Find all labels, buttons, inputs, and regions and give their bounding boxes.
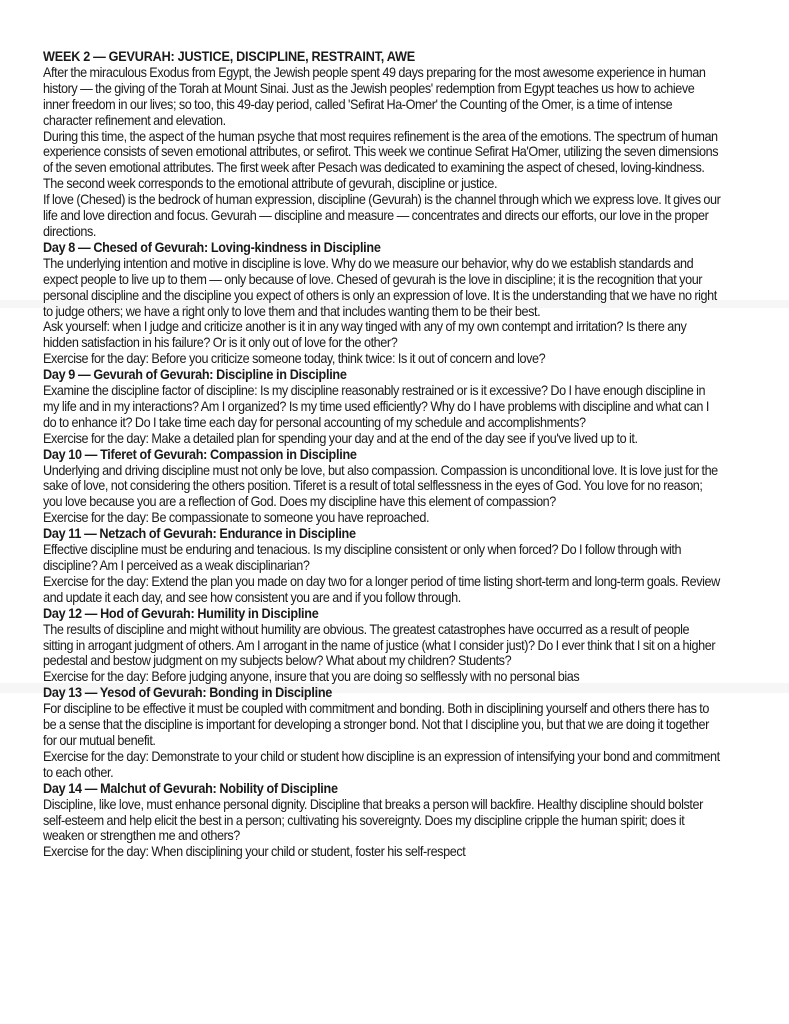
exercise-paragraph: Exercise for the day: Be compassionate to someone you have reproached. (43, 510, 430, 526)
document-page (43, 49, 722, 860)
day-heading: Day 11 — Netzach of Gevurah: Endurance in Discipline (43, 526, 356, 542)
day-10-section (43, 447, 722, 527)
exercise-paragraph: Exercise for the day: Before you criticize someone today, think twice: Is it out of concern and love? (43, 351, 546, 367)
exercise-paragraph: Exercise for the day: Extend the plan you made on day two for a longer period of time listing short-term and long-term goals. Review and update it each day, and see how consistent you are and if you follow through. (43, 573, 720, 605)
day-8-section (43, 240, 722, 367)
intro-paragraph: If love (Chesed) is the bedrock of human expression, discipline (Gevurah) is the channel through which we express love. It gives our life and love direction and focus. Gevurah — discipline and measure — concentrates and directs our efforts, our love in the proper directions. (43, 192, 721, 239)
day-paragraph: Discipline, like love, must enhance personal dignity. Discipline that breaks a person will backfire. Healthy discipline should bolster self-esteem and help elicit the best in a person; cultivating his sovereignty. Does my discipline cripple the human spirit; does it weaken or strengthen me and others? (43, 796, 703, 844)
exercise-paragraph: Exercise for the day: When disciplining your child or student, foster his self-respect (43, 844, 466, 860)
exercise-paragraph: Exercise for the day: Before judging anyone, insure that you are doing so selflessly with no personal bias (43, 669, 580, 685)
day-heading: Day 14 — Malchut of Gevurah: Nobility of Discipline (43, 780, 338, 796)
exercise-paragraph: Exercise for the day: Make a detailed plan for spending your day and at the end of the day see if you've lived up to it. (43, 430, 638, 446)
intro-paragraph: During this time, the aspect of the human psyche that most requires refinement is the area of the emotions. The spectrum of human experience consists of seven emotional attributes, or sefirot. This week we continue Sefirat Ha'Omer, utilizing the seven dimensions of the seven emotional attributes. The first week after Pesach was dedicated to examining the aspect of chesed, loving-kindness. The second week corresponds to the emotional attribute of gevurah, discipline or justice. (43, 128, 719, 192)
day-paragraph: The underlying intention and motive in discipline is love. Why do we measure our behavior, why do we establish standards and expect people to live up to them — only because of love. Chesed of gevurah is the love in discipline; it is the recognition that your personal discipline and the discipline you expect of others is only an expression of love. It is the understanding that we have no right to judge others; we have a right only to love them and that includes wanting them to be their best. (43, 255, 717, 319)
day-heading: Day 8 — Chesed of Gevurah: Loving-kindness in Discipline (43, 239, 381, 255)
day-paragraph: Underlying and driving discipline must not only be love, but also compassion. Compassion is unconditional love. It is love just for the sake of love, not considering the others position. Tiferet is a result of total selflessness in the eyes of God. You love for no reason; you love because you are a reflection of God. Does my discipline have this element of compassion? (43, 462, 718, 510)
exercise-paragraph: Exercise for the day: Demonstrate to your child or student how discipline is an expression of intensifying your bond and commitment to each other. (43, 748, 720, 780)
day-heading: Day 9 — Gevurah of Gevurah: Discipline in Discipline (43, 367, 347, 383)
intro-paragraph: After the miraculous Exodus from Egypt, the Jewish people spent 49 days preparing for the most awesome experience in human history — the giving of the Torah at Mount Sinai. Just as the Jewish peoples' redemption from Egypt teaches us how to achieve inner freedom in our lives; so too, this 49-day period, called 'Sefirat Ha-Omer' the Counting of the Omer, is a time of intense character refinement and elevation. (43, 64, 706, 128)
day-paragraph: Examine the discipline factor of discipline: Is my discipline reasonably restrained or is it excessive? Do I have enough discipline in my life and in my interactions? Am I organized? Is my time used efficiently? Why do I have problems with discipline and what can I do to enhance it? Do I take time each day for personal accounting of my schedule and accomplishments? (43, 383, 709, 430)
day-9-section (43, 367, 722, 447)
day-paragraph: Ask yourself: when I judge and criticize another is it in any way tinged with any of my own contempt and irritation? Is there any hidden satisfaction in his failure? Or is it only out of love for the other? (43, 319, 687, 351)
day-13-section (43, 685, 722, 780)
day-paragraph: Effective discipline must be enduring and tenacious. Is my discipline consistent or only when forced? Do I follow through with discipline? Am I perceived as a weak disciplinarian? (43, 542, 682, 573)
day-paragraph: For discipline to be effective it must be coupled with commitment and bonding. Both in disciplining yourself and others there has to be a sense that the discipline is important for developing a stronger bond. Not that I discipline you, but that we are doing it together for our mutual benefit. (43, 701, 709, 748)
day-heading: Day 13 — Yesod of Gevurah: Bonding in Discipline (43, 685, 333, 701)
day-paragraph: The results of discipline and might without humility are obvious. The greatest catastrophes have occurred as a result of people sitting in arrogant judgment of others. Am I arrogant in the name of justice (what I consider just)? Do I ever think that I sit on a higher pedestal and bestow judgment on my subjects below? What about my children? Students? (43, 621, 716, 669)
day-14-section (43, 781, 722, 861)
day-heading: Day 10 — Tiferet of Gevurah: Compassion in Discipline (43, 446, 357, 462)
day-12-section (43, 606, 722, 686)
document-title: WEEK 2 — GEVURAH: JUSTICE, DISCIPLINE, RESTRAINT, AWE (43, 49, 415, 64)
day-11-section (43, 526, 722, 606)
day-heading: Day 12 — Hod of Gevurah: Humility in Discipline (43, 605, 319, 621)
